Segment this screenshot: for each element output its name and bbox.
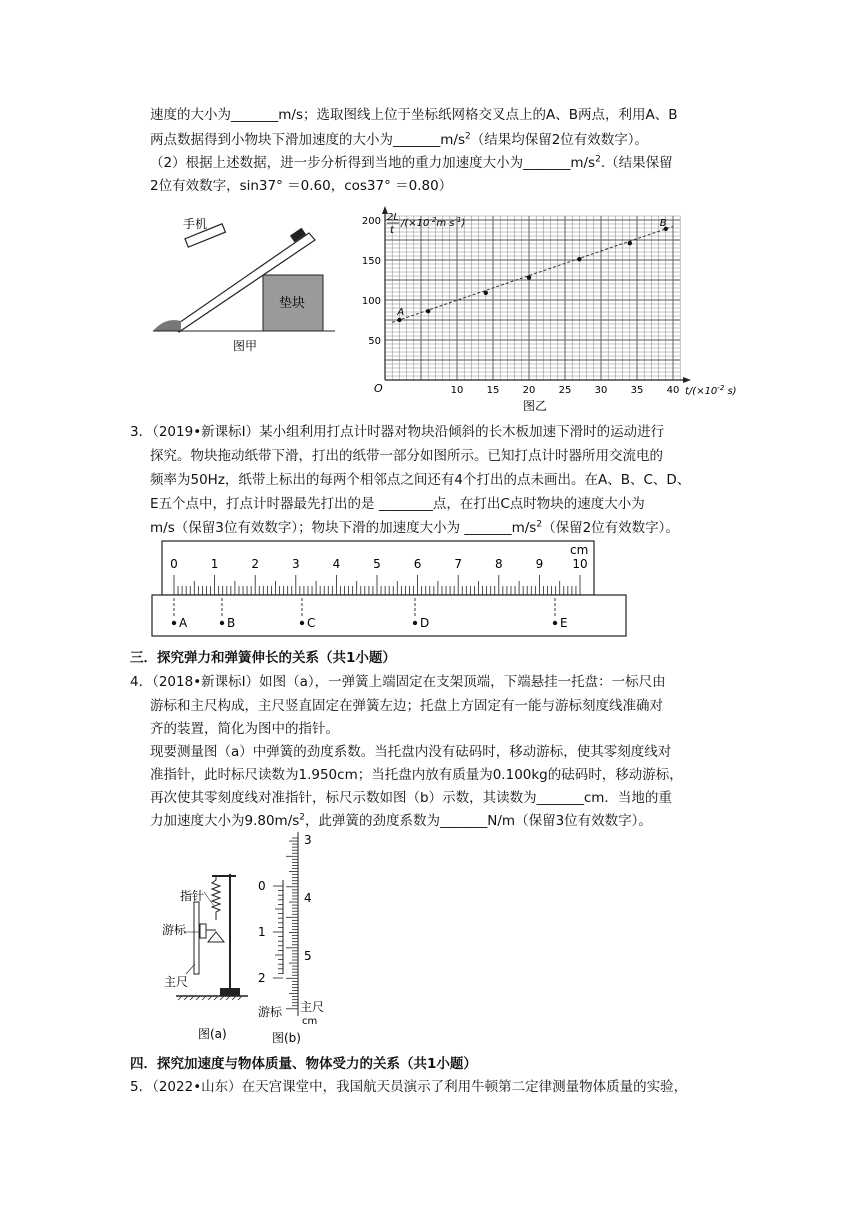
q4-sup-2: 2 [299,812,306,823]
y-frac-num: 2L [387,212,399,223]
vernier-slide [200,924,206,938]
figure-jia-caption: 图甲 [233,339,258,353]
ruler-number: 8 [494,557,503,571]
tape-point-label: E [560,616,568,630]
tape-dot [172,621,176,625]
q5-line-1: 5．（2022•山东）在天宫课堂中，我国航天员演示了利用牛顿第二定律测量物体质量的实验， [130,1079,688,1095]
main-number: 4 [304,891,312,905]
y-tick-label: 50 [368,336,381,347]
figure-a-caption: 图(a) [198,1027,227,1041]
y-tick-label: 200 [361,216,381,227]
figure-a [160,866,252,1046]
q4-line-7 [150,811,652,831]
data-point [426,309,430,313]
data-point [397,318,401,322]
tape-dot [300,621,304,625]
tape-dot [553,621,557,625]
q4-line-5: 准指针，此时标尺读数为1.950cm；当托盘内放有质量为0.100kg的砝码时，移动游标， [150,767,683,783]
tray [208,932,224,942]
vernier-number: 1 [258,925,266,939]
text-line-3 [150,153,673,173]
pointer-label: 指针 [180,889,205,903]
q3-line-2: 探究。物块拖动纸带下滑，打出的纸带一部分如图所示。已知打点计时器所用交流电的 [150,448,663,464]
figure-yi-caption: 图乙 [523,399,548,413]
tape-point-label: A [179,616,188,630]
unit-label-b: cm [302,1016,318,1027]
data-point [527,275,531,279]
q3-line-5-b: （保留2位有效数字）。 [542,520,679,536]
y-unit-label: $/(\times 10^{-2}m$ $s^{-1}$) [401,216,466,229]
q3-line-1: 3．（2019•新课标Ⅰ）某小组利用打点计时器对物块沿倾斜的长木板加速下滑时的运动进行 [130,424,665,440]
ruler-number: 3 [291,557,300,571]
x-tick-label: 10 [450,385,464,396]
figure-b-ticks [258,833,312,1009]
x-axis-arrow [683,377,691,383]
ground-wedge [153,320,181,331]
y-tick-label: 100 [361,296,381,307]
q3-line-3: 频率为50Hz，纸带上标出的每两个相邻点之间还有4个打出的点未画出。在A、B、C、D、 [150,472,691,488]
figure-b-caption: 图(b) [272,1031,301,1045]
point-b-label: B [659,217,667,229]
x-tick-label: 15 [486,385,500,396]
vernier-number: 0 [258,879,266,893]
ruler-number: 0 [170,557,178,571]
text-line-3-a: （2）根据上述数据，进一步分析得到当地的重力加速度大小为_______m/s [150,155,596,171]
text-line-3-b: .（结果保留 [600,155,673,171]
pad-label: 垫块 [279,296,306,311]
ruler-number: 7 [454,557,463,571]
ruler-tape-figure [150,538,630,640]
text-line-2-b: （结果均保留2位有效数字）。 [470,132,649,148]
sup-2b: 2 [595,154,601,165]
q4-line-3: 齐的装置，简化为图中的指针。 [150,721,339,737]
point-a-label: A [397,307,405,318]
spring [212,876,220,920]
ruler-number: 2 [251,557,260,571]
x-tick-label: 20 [522,385,536,396]
ruler-number: 6 [413,557,422,571]
q3-line-4: E五个点中，打点计时器最先打出的是 ________点，在打出C点时物块的速度大小为 [150,496,645,512]
phone-label: 手机 [183,217,208,231]
vernier-number: 2 [258,971,266,985]
main-label-b: 主尺 [300,1000,325,1014]
origin-label: O [374,382,383,395]
tape-dot [220,621,224,625]
ruler-number: 1 [210,557,219,571]
x-unit-label: $t/(\times 10^{-2}$ s) [685,384,737,397]
figure-jia [145,205,345,360]
q4-line-2: 游标和主尺构成，主尺竖直固定在弹簧左边；托盘上方固定有一能与游标刻度线准确对 [150,698,663,714]
q4-line-4: 现要测量图（a）中弹簧的劲度系数。当托盘内没有砝码时，移动游标，使其零刻度线对 [150,744,672,760]
y-frac-den: t [390,225,394,236]
x-tick-label: 35 [630,385,644,396]
data-point [577,257,581,261]
chart-grid [385,216,680,380]
q4-line-7-b: ，此弹簧的劲度系数为_______N/m（保留3位有效数字）。 [305,813,652,829]
ruler-unit: cm [570,543,589,557]
x-tick-label: 40 [666,385,680,396]
tape-point-label: D [420,616,430,630]
data-point [484,291,488,295]
main-number: 5 [304,949,312,963]
sup-2: 2 [464,131,471,142]
text-line-2-a: 两点数据得到小物块下滑加速度的大小为_______m/s [150,132,465,148]
main-scale [194,902,199,974]
ruler-number: 4 [332,557,341,571]
ruler-number: 9 [535,557,544,571]
vernier-label-a: 游标 [162,923,187,937]
x-tick-label: 30 [594,385,608,396]
tape-dot [413,621,417,625]
ruler-number: 10 [572,557,588,571]
label-leader-pointer [204,892,214,906]
section-4-title: 四．探究加速度与物体质量、物体受力的关系（共1小题） [130,1056,477,1072]
x-tick-label: 25 [558,385,572,396]
tape-point-label: B [227,616,236,630]
main-label-a: 主尺 [164,975,189,989]
q3-line-5 [150,518,679,538]
data-point [628,241,632,245]
text-line-2 [150,130,648,150]
section-3-title: 三．探究弹力和弹簧伸长的关系（共1小题） [130,650,396,666]
ruler-number: 5 [373,557,381,571]
q4-line-1: 4．（2018•新课标Ⅰ）如图（a），一弹簧上端固定在支架顶端，下端悬挂一托盘：一标尺由 [130,674,666,690]
text-line-1: 速度的大小为_______m/s；选取图线上位于坐标纸网格交叉点上的A、B两点，利用A、B [150,107,678,123]
main-number: 3 [304,833,312,847]
q3-line-5-a: m/s（保留3位有效数字）；物块下滑的加速度大小为 _______m/s [150,520,537,536]
figure-yi-chart [355,200,760,415]
y-tick-label: 150 [361,256,381,267]
stand-base [220,988,240,996]
q4-line-7-a: 力加速度大小为9.80m/s [150,813,300,829]
vernier-label-b: 游标 [258,1005,283,1019]
q3-sup-2: 2 [536,519,543,530]
figure-b [252,830,342,1046]
q4-line-6: 再次使其零刻度线对准指针，标尺示数如图（b）示数，其读数为_______cm．当地的重 [150,790,672,806]
tape-point-label: C [307,616,316,630]
text-line-4: 2位有效数字，sin37° ＝0.60，cos37° ＝0.80） [150,178,453,194]
